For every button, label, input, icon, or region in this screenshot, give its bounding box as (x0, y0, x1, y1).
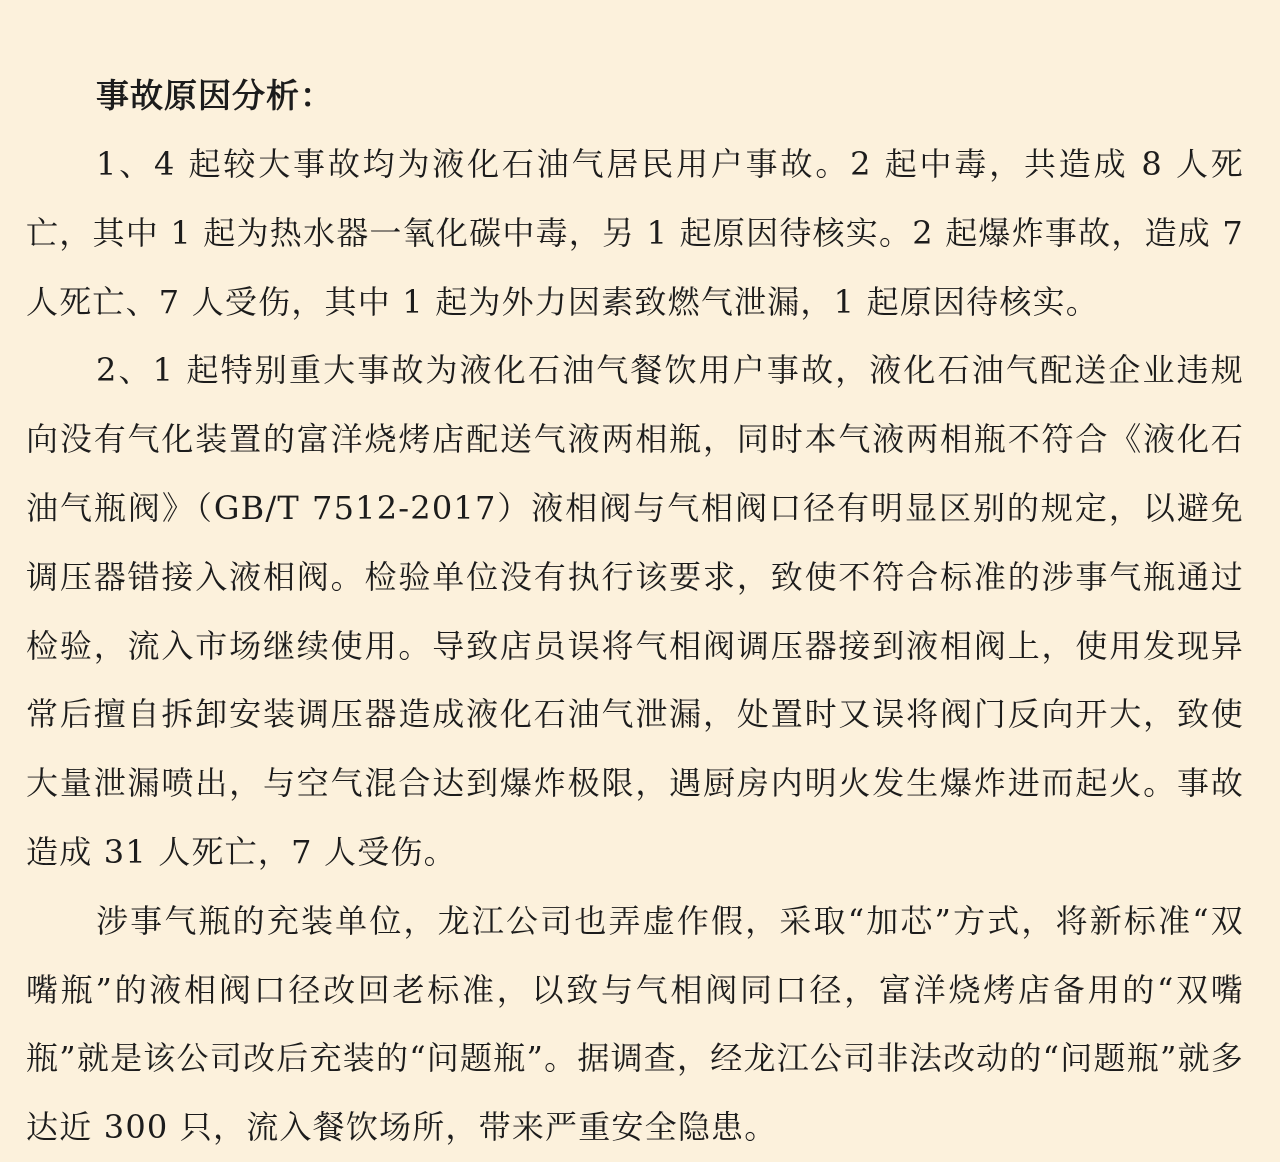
paragraph-cause-2: 2、1 起特别重大事故为液化石油气餐饮用户事故，液化石油气配送企业违规向没有气化装置的富洋烧烤店配送气液两相瓶，同时本气液两相瓶不符合《液化石油气瓶阀》（GB/T 7512-2017）液相阀与气相阀口径有明显区别的规定，以避免调压器错接入液相阀。检验单位没有执行该要求，致使不符合标准的涉事气瓶通过检验，流入市场继续使用。导致店员误将气相阀调压器接到液相阀上，使用发现异常后擅自拆卸安装调压器造成液化石油气泄漏，处置时又误将阀门反向开大，致使大量泄漏喷出，与空气混合达到爆炸极限，遇厨房内明火发生爆炸进而起火。事故造成 31 人死亡，7 人受伤。 (26, 351, 1244, 871)
section-heading: 事故原因分析： (96, 76, 334, 115)
paragraph-cause-1: 1、4 起较大事故均为液化石油气居民用户事故。2 起中毒，共造成 8 人死亡，其中 1 起为热水器一氧化碳中毒，另 1 起原因待核实。2 起爆炸事故，造成 7 人死亡、7 人受伤，其中 1 起为外力因素致燃气泄漏，1 起原因待核实。 (26, 145, 1244, 321)
paragraph-filling-unit: 涉事气瓶的充装单位，龙江公司也弄虚作假，采取“加芯”方式，将新标准“双嘴瓶”的液相阀口径改回老标准，以致与气相阀同口径，富洋烧烤店备用的“双嘴瓶”就是该公司改后充装的“问题瓶”。据调查，经龙江公司非法改动的“问题瓶”就多达近 300 只，流入餐饮场所，带来严重安全隐患。 (26, 901, 1244, 1147)
